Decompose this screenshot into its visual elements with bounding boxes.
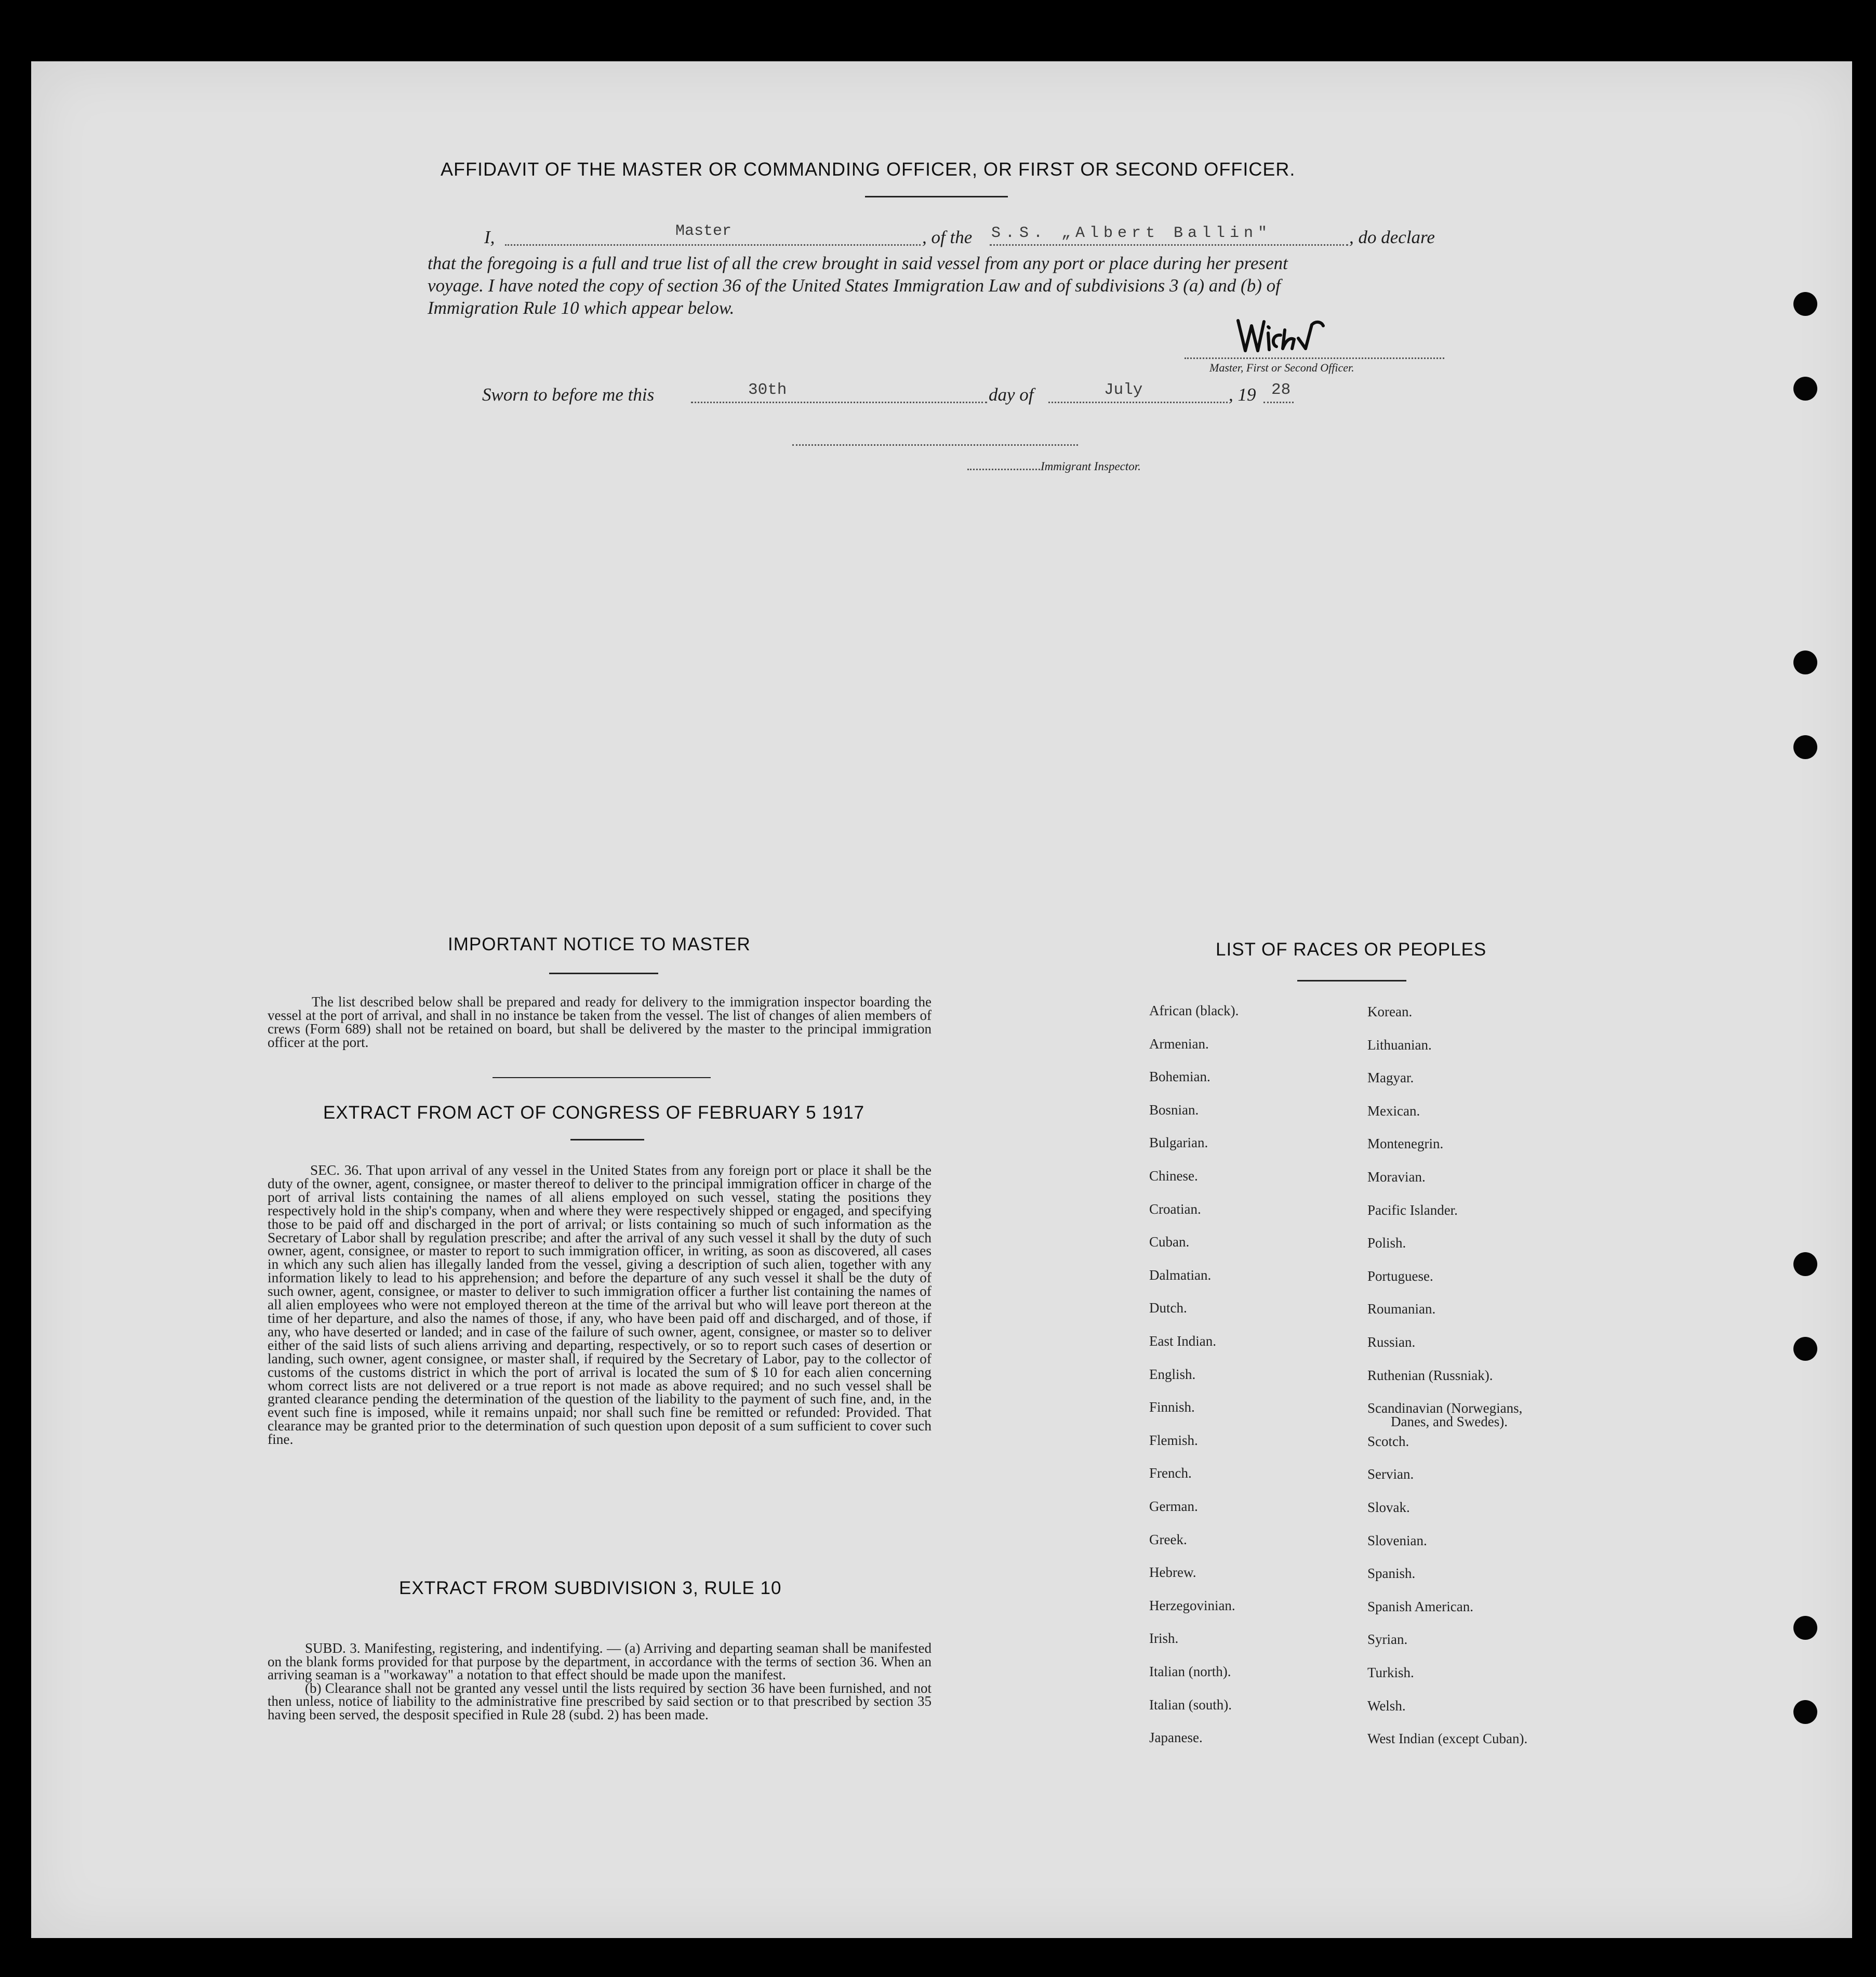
race-item: Welsh.	[1367, 1697, 1406, 1714]
race-item: Armenian.	[1149, 1036, 1209, 1052]
binder-hole	[1793, 1252, 1817, 1276]
race-item-continuation: Danes, and Swedes).	[1391, 1414, 1508, 1430]
notice-title: IMPORTANT NOTICE TO MASTER	[448, 934, 751, 954]
race-item: Hebrew.	[1149, 1564, 1196, 1581]
race-item: Servian.	[1367, 1466, 1414, 1482]
i-label: I,	[484, 227, 495, 247]
notice-rule	[549, 973, 658, 974]
sworn-label: Sworn to before me this	[482, 384, 655, 405]
day-field-line	[691, 402, 987, 403]
name-value: Master	[675, 222, 732, 240]
race-item: West Indian (except Cuban).	[1367, 1731, 1528, 1747]
race-item: Finnish.	[1149, 1399, 1195, 1415]
race-item: Polish.	[1367, 1235, 1406, 1251]
rule-text	[268, 1642, 932, 1722]
year-value: 28	[1271, 381, 1291, 399]
race-item: Spanish.	[1367, 1565, 1416, 1582]
race-item: Spanish American.	[1367, 1598, 1473, 1614]
race-item: Scotch.	[1367, 1433, 1409, 1449]
race-item: Dutch.	[1149, 1300, 1187, 1316]
race-item: Cuban.	[1149, 1234, 1190, 1250]
month-field-line	[1048, 402, 1228, 403]
do-declare-label: , do declare	[1349, 227, 1435, 247]
act-rule	[570, 1139, 644, 1140]
race-item: Italian (south).	[1149, 1696, 1232, 1713]
race-item: Lithuanian.	[1367, 1037, 1432, 1053]
race-item: German.	[1149, 1498, 1198, 1514]
race-item: Irish.	[1149, 1630, 1179, 1647]
race-item: Bohemian.	[1149, 1069, 1210, 1085]
binder-hole	[1793, 292, 1817, 316]
race-item: Moravian.	[1367, 1169, 1426, 1185]
race-item: Greek.	[1149, 1531, 1187, 1547]
month-value: July	[1104, 381, 1143, 399]
race-item: Ruthenian (Russniak).	[1367, 1367, 1493, 1383]
race-item: Slovak.	[1367, 1500, 1410, 1515]
race-item: Flemish.	[1149, 1432, 1198, 1448]
signature-line	[1185, 357, 1444, 359]
race-item: African (black).	[1149, 1003, 1239, 1018]
race-item: Herzegovinian.	[1149, 1597, 1235, 1613]
rule-paragraph-a: SUBD. 3. Manifesting, registering, and indentifying. — (a) Arriving and departing seaman shall be manifested on the blank forms provided for that purpose by the department, in accordance with the terms of section 36. When an arriving seaman is a "workaway" a notation to that effect should be made upon the manifest.	[268, 1640, 932, 1683]
binder-hole	[1793, 1337, 1817, 1361]
binder-hole	[1793, 377, 1817, 401]
act-title: EXTRACT FROM ACT OF CONGRESS OF FEBRUARY 5 1917	[323, 1103, 865, 1123]
race-item: Croatian.	[1149, 1201, 1201, 1217]
race-item: Korean.	[1367, 1004, 1413, 1019]
races-title: LIST OF RACES OR PEOPLES	[1216, 939, 1487, 960]
year-field-line	[1263, 402, 1294, 403]
act-paragraph: SEC. 36. That upon arrival of any vessel in the United States from any foreign port or place it shall be the duty of the owner, agent, consignee, or master thereof to deliver to the principal immigration officer in charge of the port of arrival lists containing the names of all aliens employed on such vessel, stating the positions they respectively hold in the ship's company, when and where they were respectively shipped or engaged, and specifying those to be paid off and discharged in the port of arrival; or lists containing so much of such information as the Secretary of Labor shall by regulation prescribe; and after the arrival of any such vessel it shall by the duty of such owner, agent, consignee, or master to report to such immigration officer, in writing, as soon as discovered, all cases in which any such alien has illegally landed from the vessel, giving a description of such alien, together with any information likely to lead to his apprehension; and before the departure of any such vessel it shall be the duty of such owner, agent, consignee, or master to deliver to such immigration officer a further list containing the names of all alien employees who were not employed thereon at the time of the arrival but who will leave port thereon at the time of her departure, and also the names of those, if any, who have been paid off and discharged, and of those, if any, who have deserted or landed; and in case of the failure of such owner, agent, consignee, or master so to deliver either of the said lists of such aliens arriving and departing, respectively, or so to report such cases of desertion or landing, such owner, agent consignee, or master shall, if required by the Secretary of Labor, pay to the collector of customs of the customs district in which the port of arrival is located the sum of $ 10 for each alien concerning whom correct lists are not delivered or a true report is not made as above required; and no such vessel shall be granted clearance pending the determination of the question of the liability to the payment of such fine, and, in the event such fine is imposed, while it remains unpaid; nor shall such fine be remitted or refunded: Provided. That clearance may be granted prior to the determination of such question upon deposit of a sum sufficient to cover such fine.	[268, 1162, 932, 1448]
rule-title: EXTRACT FROM SUBDIVISION 3, RULE 10	[399, 1578, 782, 1598]
notice-paragraph: The list described below shall be prepared and ready for delivery to the immigration inspector boarding the vessel at the port of arrival, and shall in no instance be taken from the vessel. The list of changes of alien members of crews (Form 689) shall not be retained on board, but shall be delivered by the master to the principal immigration officer at the port.	[268, 994, 932, 1050]
race-item: Syrian.	[1367, 1631, 1408, 1648]
race-item: English.	[1149, 1366, 1196, 1382]
race-item: Dalmatian.	[1149, 1267, 1212, 1283]
affidavit-line-4: Immigration Rule 10 which appear below.	[428, 298, 735, 318]
affidavit-line-2: that the foregoing is a full and true list of all the crew brought in said vessel from any port or place during her present	[428, 253, 1288, 273]
signature-caption: Master, First or Second Officer.	[1209, 361, 1354, 374]
master-signature	[1234, 314, 1327, 361]
race-item: Turkish.	[1367, 1665, 1414, 1680]
binder-hole	[1793, 651, 1817, 674]
race-item: Roumanian.	[1367, 1301, 1436, 1317]
of-the-label: , of the	[922, 227, 973, 247]
binder-hole	[1793, 735, 1817, 759]
race-item: Chinese.	[1149, 1168, 1198, 1184]
section-divider	[493, 1077, 711, 1078]
day-of-label: day of	[989, 384, 1034, 405]
inspector-signature-line	[792, 444, 1078, 446]
affidavit-line-3: voyage. I have noted the copy of section 36 of the United States Immigration Law and of subdivisions 3 (a) and (b) of	[428, 275, 1281, 296]
inspector-line	[967, 469, 1040, 470]
inspector-caption: Immigrant Inspector.	[1041, 460, 1141, 473]
race-item: Magyar.	[1367, 1070, 1414, 1086]
binder-hole	[1793, 1700, 1817, 1724]
race-item: Russian.	[1367, 1334, 1416, 1350]
title-rule	[865, 196, 1008, 197]
notice-text	[268, 995, 932, 1049]
act-text	[268, 1164, 932, 1447]
affidavit-title: AFFIDAVIT OF THE MASTER OR COMMANDING OFFICER, OR FIRST OR SECOND OFFICER.	[441, 158, 1296, 180]
races-rule	[1297, 980, 1406, 981]
rule-paragraph-b: (b) Clearance shall not be granted any vessel until the lists required by section 36 have been furnished, and not then unless, notice of liability to the administrative fine prescribed by said section or to that prescribed by section 35 having been served, the desposit specified in Rule 28 (subd. 2) has been made.	[268, 1680, 932, 1722]
race-item: Italian (north).	[1149, 1664, 1231, 1679]
day-value: 30th	[748, 381, 787, 399]
race-item: Bosnian.	[1149, 1102, 1199, 1118]
year-prefix: , 19	[1229, 384, 1256, 405]
binder-hole	[1793, 1616, 1817, 1640]
race-item: Pacific Islander.	[1367, 1202, 1458, 1218]
race-item: Montenegrin.	[1367, 1136, 1444, 1152]
race-item: East Indian.	[1149, 1333, 1216, 1349]
race-item: Mexican.	[1367, 1103, 1420, 1119]
race-item: Japanese.	[1149, 1730, 1203, 1746]
race-item: Bulgarian.	[1149, 1135, 1208, 1151]
race-item: Portuguese.	[1367, 1268, 1433, 1284]
race-item: French.	[1149, 1465, 1192, 1481]
vessel-value: S.S. „Albert Ballin"	[991, 224, 1272, 242]
race-item: Slovenian.	[1367, 1532, 1427, 1548]
race-item: Scandinavian (Norwegians,	[1367, 1400, 1523, 1416]
